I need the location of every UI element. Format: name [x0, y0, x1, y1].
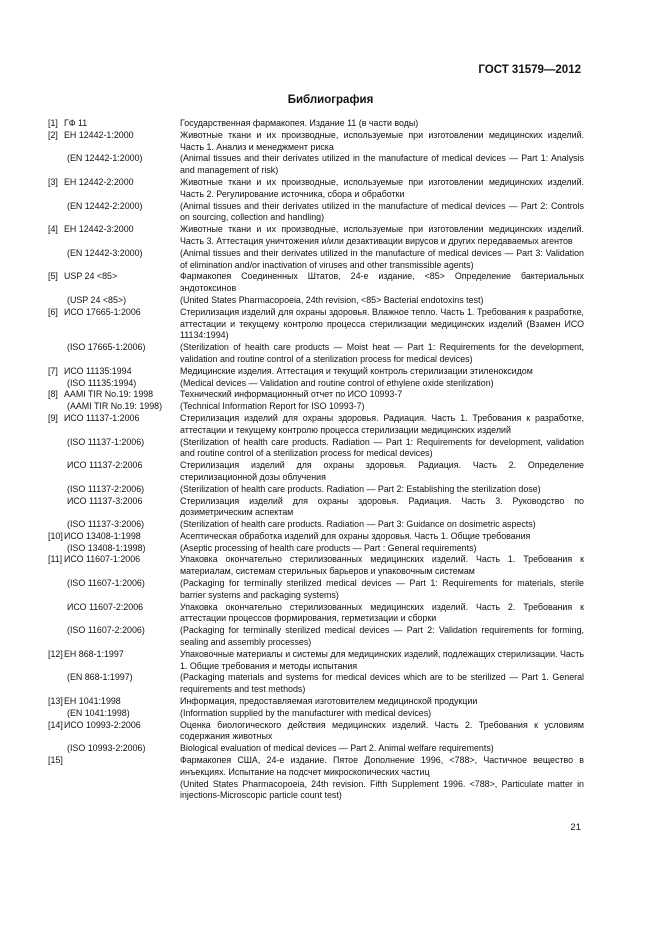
bibliography-entry — [48, 366, 584, 378]
entry-code: ЕН 12442-2:2000 — [64, 176, 134, 187]
bibliography-entry — [48, 177, 584, 201]
entry-text: Упаковка окончательно стерилизованных медицинских изделий. Часть 1. Требования к материалам, системам стерильных барьеров и упаковочным системам — [180, 554, 584, 577]
bibliography-entry — [48, 496, 584, 520]
entry-text: Асептическая обработка изделий для охраны здоровья. Часть 1. Общие требования — [180, 530, 531, 541]
entry-text: Упаковка окончательно стерилизованных медицинских изделий. Часть 2. Требования к аттестации процессов формирования, герметизации и сборки — [180, 601, 584, 624]
bibliography-entry — [48, 779, 584, 803]
entry-text: (United States Pharmacopoeia, 24th revision. Fifth Supplement 1996. <788>, Particulate matter in injections-Microscopic particle count test) — [180, 778, 584, 801]
entry-code: ИСО 13408-1:1998 — [64, 530, 141, 541]
entry-text: Информация, предоставляемая изготовителем медицинской продукции — [180, 696, 478, 707]
entry-number: [15] — [48, 755, 63, 766]
bibliography-entry — [48, 437, 584, 461]
entry-code: (ISO 11135:1994) — [67, 377, 137, 388]
entry-number: [7] — [48, 365, 58, 376]
entry-code: (EN 12442-1:2000) — [67, 153, 143, 164]
entry-text: (Sterilization of health care products — Moist heat — Part 1: Requirements for the development, validation and routine control of a sterilization process for medical devices) — [180, 342, 584, 364]
entry-number: [12] — [48, 648, 63, 659]
entry-text: Стерилизация изделий для охраны здоровья. Радиация. Часть 2. Определение стерилизационной дозы облучения — [180, 460, 584, 482]
entry-code: ИСО 10993-2:2006 — [64, 719, 141, 730]
page-number: 21 — [570, 822, 581, 833]
entry-code — [64, 779, 180, 803]
entry-code — [64, 755, 180, 779]
entry-number: [9] — [48, 412, 58, 423]
entry-text: Упаковочные материалы и системы для медицинских изделий, подлежащих стерилизации. Часть 1. Общие требования и методы испытания — [180, 648, 584, 671]
entry-code: (EN 12442-2:2000) — [67, 200, 143, 211]
entry-number: [6] — [48, 306, 58, 317]
entry-text: Стерилизация изделий для охраны здоровья. Радиация. Часть 1. Требования к разработке, аттестации и текущему контролю процесса стерилизации медицинских изделий — [180, 412, 584, 435]
bibliography-entry — [48, 378, 584, 390]
bibliography-entry — [48, 519, 584, 531]
entry-number: [13] — [48, 696, 63, 707]
entry-text: Животные ткани и их производные, используемые при изготовлении медицинских изделий. Часть 2. Регулирование источника, сбора и обработки — [180, 176, 584, 199]
bibliography-entry — [48, 625, 584, 649]
entry-text: (Aseptic processing of health care products — Part : General requirements) — [180, 542, 477, 553]
entry-text: Медицинские изделия. Аттестация и текущий контроль стерилизации этиленоксидом — [180, 365, 533, 376]
entry-text: Животные ткани и их производные, используемые при изготовлении медицинских изделий. Часть 1. Анализ и менеджмент риска — [180, 129, 584, 152]
entry-number — [48, 153, 64, 177]
entry-code: (EN 868-1:1997) — [67, 672, 133, 683]
entry-text: (Sterilization of health care products. Radiation — Part 1: Requirements for development, validation and routine control of a sterilization process for medical devices) — [180, 436, 584, 459]
entry-number — [48, 401, 64, 413]
entry-text: (Animal tissues and their derivates utilized in the manufacture of medical devices — Part 2: Controls on sourcing, collection and handling) — [180, 200, 584, 223]
entry-number: [10] — [48, 530, 63, 541]
entry-code: (ISO 11137-1:2006) — [67, 436, 145, 447]
bibliography-entry — [48, 543, 584, 555]
entry-code: ИСО 17665-1:2006 — [64, 306, 141, 317]
entry-code: (EN 12442-3:2000) — [67, 247, 143, 258]
bibliography-entry — [48, 708, 584, 720]
entry-code: ИСО 11137-2:2006 — [67, 460, 143, 471]
entry-number — [48, 295, 64, 307]
entry-text: (Animal tissues and their derivates utilized in the manufacture of medical devices — Part 1: Analysis and management of risk) — [180, 153, 584, 176]
entry-code: (ISO 13408-1:1998) — [67, 542, 146, 553]
bibliography-entry — [48, 248, 584, 272]
entry-code: (ISO 11607-2:2006) — [67, 625, 145, 636]
entry-text: (Packaging for terminally sterilized medical devices — Part 1: Requirements for materials, sterile barrier systems and packaging systems) — [180, 578, 584, 600]
entry-code: ИСО 11607-1:2006 — [64, 554, 141, 565]
entry-code: (ISO 11607-1:2006) — [67, 578, 145, 589]
entry-code: (EN 1041:1998) — [67, 707, 130, 718]
bibliography-entry — [48, 649, 584, 673]
standard-header: ГОСТ 31579—2012 — [478, 64, 581, 76]
bibliography-list — [48, 118, 584, 802]
bibliography-entry — [48, 602, 584, 626]
entry-number — [48, 519, 64, 531]
entry-number: [1] — [48, 118, 58, 128]
bibliography-entry — [48, 460, 584, 484]
entry-number — [48, 602, 64, 626]
bibliography-entry — [48, 696, 584, 708]
entry-code: ЕН 12442-1:2000 — [64, 129, 134, 140]
bibliography-entry — [48, 401, 584, 413]
bibliography-entry — [48, 307, 584, 342]
entry-code: USP 24 <85> — [64, 271, 118, 282]
entry-text: Стерилизация изделий для охраны здоровья. Радиация. Часть 3. Руководство по дозиметрическим аспектам — [180, 495, 584, 518]
bibliography-entry — [48, 295, 584, 307]
entry-number — [48, 578, 64, 602]
entry-number — [48, 201, 64, 225]
entry-text: Животные ткани и их производные, используемые при изготовлении медицинских изделий. Часть 3. Аттестация уничтожения и/или дезактивации вирусов и других передаваемых агентов — [180, 224, 584, 246]
entry-code: ИСО 11137-1:2006 — [64, 412, 140, 423]
bibliography-entry — [48, 201, 584, 225]
entry-text: (Medical devices — Validation and routine control of ethylene oxide sterilization) — [180, 377, 494, 388]
entry-number — [48, 625, 64, 649]
bibliography-entry — [48, 720, 584, 744]
bibliography-entry — [48, 743, 584, 755]
entry-number — [48, 779, 64, 803]
entry-text: (Information supplied by the manufacturer with medical devices) — [180, 707, 432, 718]
bibliography-entry — [48, 755, 584, 779]
entry-text: Стерилизация изделий для охраны здоровья. Влажное тепло. Часть 1. Требования к разработке, аттестации и текущему контролю процесса стерилизации медицинских изделий (Взамен ИСО 11134:1994) — [180, 306, 584, 341]
entry-text: Технический информационный отчет по ИСО 10993-7 — [180, 389, 403, 400]
bibliography-entry — [48, 153, 584, 177]
entry-text: (Packaging for terminally sterilized medical devices — Part 2: Validation requirements for forming, sealing and assembly processes) — [180, 625, 584, 648]
bibliography-entry — [48, 413, 584, 437]
bibliography-entry — [48, 130, 584, 154]
entry-number — [48, 543, 64, 555]
bibliography-entry — [48, 578, 584, 602]
entry-number — [48, 708, 64, 720]
entry-code: ЕН 1041:1998 — [64, 696, 121, 707]
entry-code: ЕН 868-1:1997 — [64, 648, 124, 659]
page-title: Библиография — [287, 94, 374, 106]
bibliography-entry — [48, 389, 584, 401]
entry-number — [48, 378, 64, 390]
entry-code: (ISO 11137-2:2006) — [67, 483, 145, 494]
entry-text: (Sterilization of health care products. Radiation — Part 3: Guidance on dosimetric aspects) — [180, 519, 536, 530]
entry-text: (United States Pharmacopoeia, 24th revision, <85> Bacterial endotoxins test) — [180, 294, 484, 305]
entry-number — [48, 484, 64, 496]
entry-number — [48, 743, 64, 755]
bibliography-entry — [48, 554, 584, 578]
entry-code: ИСО 11135:1994 — [64, 365, 132, 376]
entry-number — [48, 437, 64, 461]
entry-number: [11] — [48, 554, 63, 565]
entry-number — [48, 248, 64, 272]
bibliography-entry — [48, 672, 584, 696]
entry-text: Фармакопея Соединенных Штатов, 24-е издание, <85> Определение бактериальных эндотоксинов — [180, 271, 584, 294]
bibliography-entry — [48, 271, 584, 295]
entry-number: [5] — [48, 271, 58, 282]
entry-code: (AAMI TIR No.19: 1998) — [67, 401, 163, 412]
entry-code: (ISO 11137-3:2006) — [67, 519, 145, 530]
entry-text: (Technical Information Report for ISO 10993-7) — [180, 401, 365, 412]
entry-text: (Sterilization of health care products. Radiation — Part 2: Establishing the sterilization dose) — [180, 483, 541, 494]
entry-code: ИСО 11137-3:2006 — [67, 495, 143, 506]
entry-code: ЕН 12442-3:2000 — [64, 224, 134, 235]
entry-text: Biological evaluation of medical devices — Part 2. Animal welfare requirements) — [180, 743, 494, 754]
entry-number: [4] — [48, 224, 58, 235]
bibliography-entry — [48, 531, 584, 543]
entry-number: [2] — [48, 129, 58, 140]
entry-code: (ISO 17665-1:2006) — [67, 342, 146, 353]
entry-code: (ISO 10993-2:2006) — [67, 743, 146, 754]
entry-text: Оценка биологического действия медицинских изделий. Часть 2. Требования к условиям содержания животных — [180, 719, 584, 742]
entry-number: [14] — [48, 719, 63, 730]
entry-text: Фармакопея США, 24-е издание. Пятое Дополнение 1996, <788>, Частичное вещество в инъекциях. Испытание на подсчет микроскопических частиц — [180, 755, 584, 777]
entry-code: (USP 24 <85>) — [67, 294, 127, 305]
bibliography-entry — [48, 484, 584, 496]
entry-text: (Packaging materials and systems for medical devices which are to be sterilized — Part 1. General requirements and test methods) — [180, 672, 584, 695]
entry-number — [48, 460, 64, 484]
entry-text: (Animal tissues and their derivates utilized in the manufacture of medical devices — Part 3: Validation of elimination and/or inactivation of viruses and other transmissible agents) — [180, 247, 584, 270]
bibliography-entry — [48, 224, 584, 248]
entry-number — [48, 342, 64, 366]
entry-number: [8] — [48, 389, 58, 400]
entry-code: AAMI TIR No.19: 1998 — [64, 389, 154, 400]
entry-text: Государственная фармакопея. Издание 11 (в части воды) — [180, 118, 419, 128]
bibliography-entry — [48, 342, 584, 366]
entry-number: [3] — [48, 176, 58, 187]
entry-code: ИСО 11607-2:2006 — [67, 601, 144, 612]
entry-code: ГФ 11 — [64, 118, 88, 128]
bibliography-entry — [48, 118, 584, 130]
entry-number — [48, 672, 64, 696]
entry-number — [48, 496, 64, 520]
